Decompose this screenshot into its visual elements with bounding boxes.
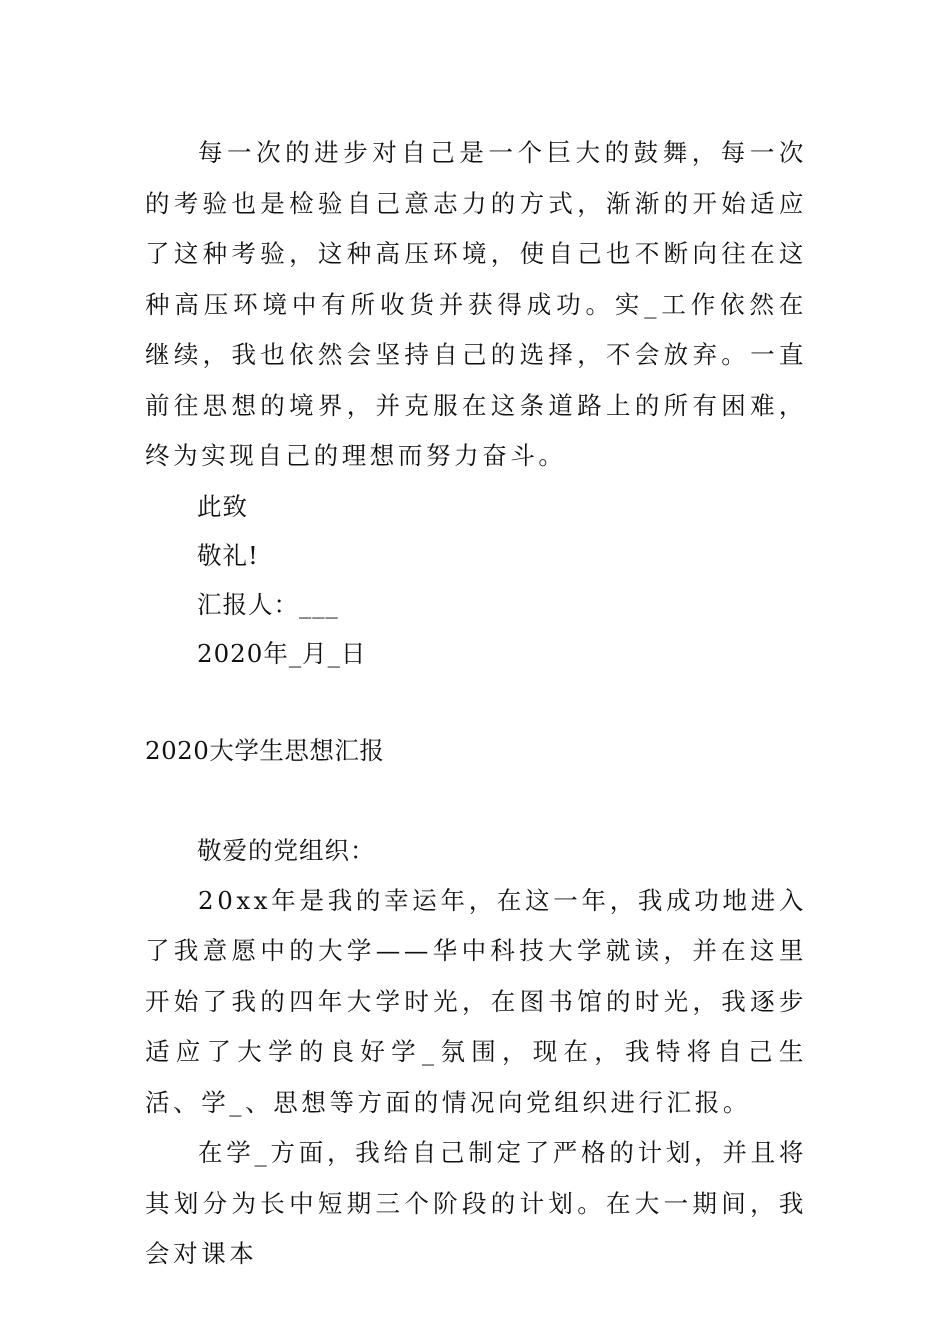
report-title: 2020大学生思想汇报 — [145, 735, 385, 765]
closing-phrase-cizhi: 此致 — [197, 491, 248, 521]
document-page — [145, 128, 807, 1280]
closing-paragraph: 每一次的进步对自己是一个巨大的鼓舞，每一次的考验也是检验自己意志力的方式，渐渐的开始适应了这种考验，这种高压环境，使自己也不断向往在这种高压环境中有所收货并获得成功。实_工作依然在继续，我也依然会坚持自己的选择，不会放弃。一直前往思想的境界，并克服在这条道路上的所有困难，终为实现自己的理想而努力奋斗。 — [145, 138, 807, 470]
closing-phrase-jingli: 敬礼! — [197, 540, 259, 570]
salutation: 敬爱的党组织： — [197, 835, 376, 865]
report-paragraph-2: 在学_方面，我给自己制定了严格的计划，并且将其划分为长中短期三个阶段的计划。在大一期间，我会对课本 — [145, 1138, 807, 1268]
reporter-line: 汇报人：___ — [197, 589, 339, 619]
report-paragraph-1: 20xx年是我的幸运年，在这一年，我成功地进入了我意愿中的大学——华中科技大学就读，并在这里开始了我的四年大学时光，在图书馆的时光，我逐步适应了大学的良好学_氛围，现在，我特将自己生活、学_、思想等方面的情况向党组织进行汇报。 — [145, 885, 807, 1117]
date-line: 2020年_月_日 — [197, 638, 367, 668]
